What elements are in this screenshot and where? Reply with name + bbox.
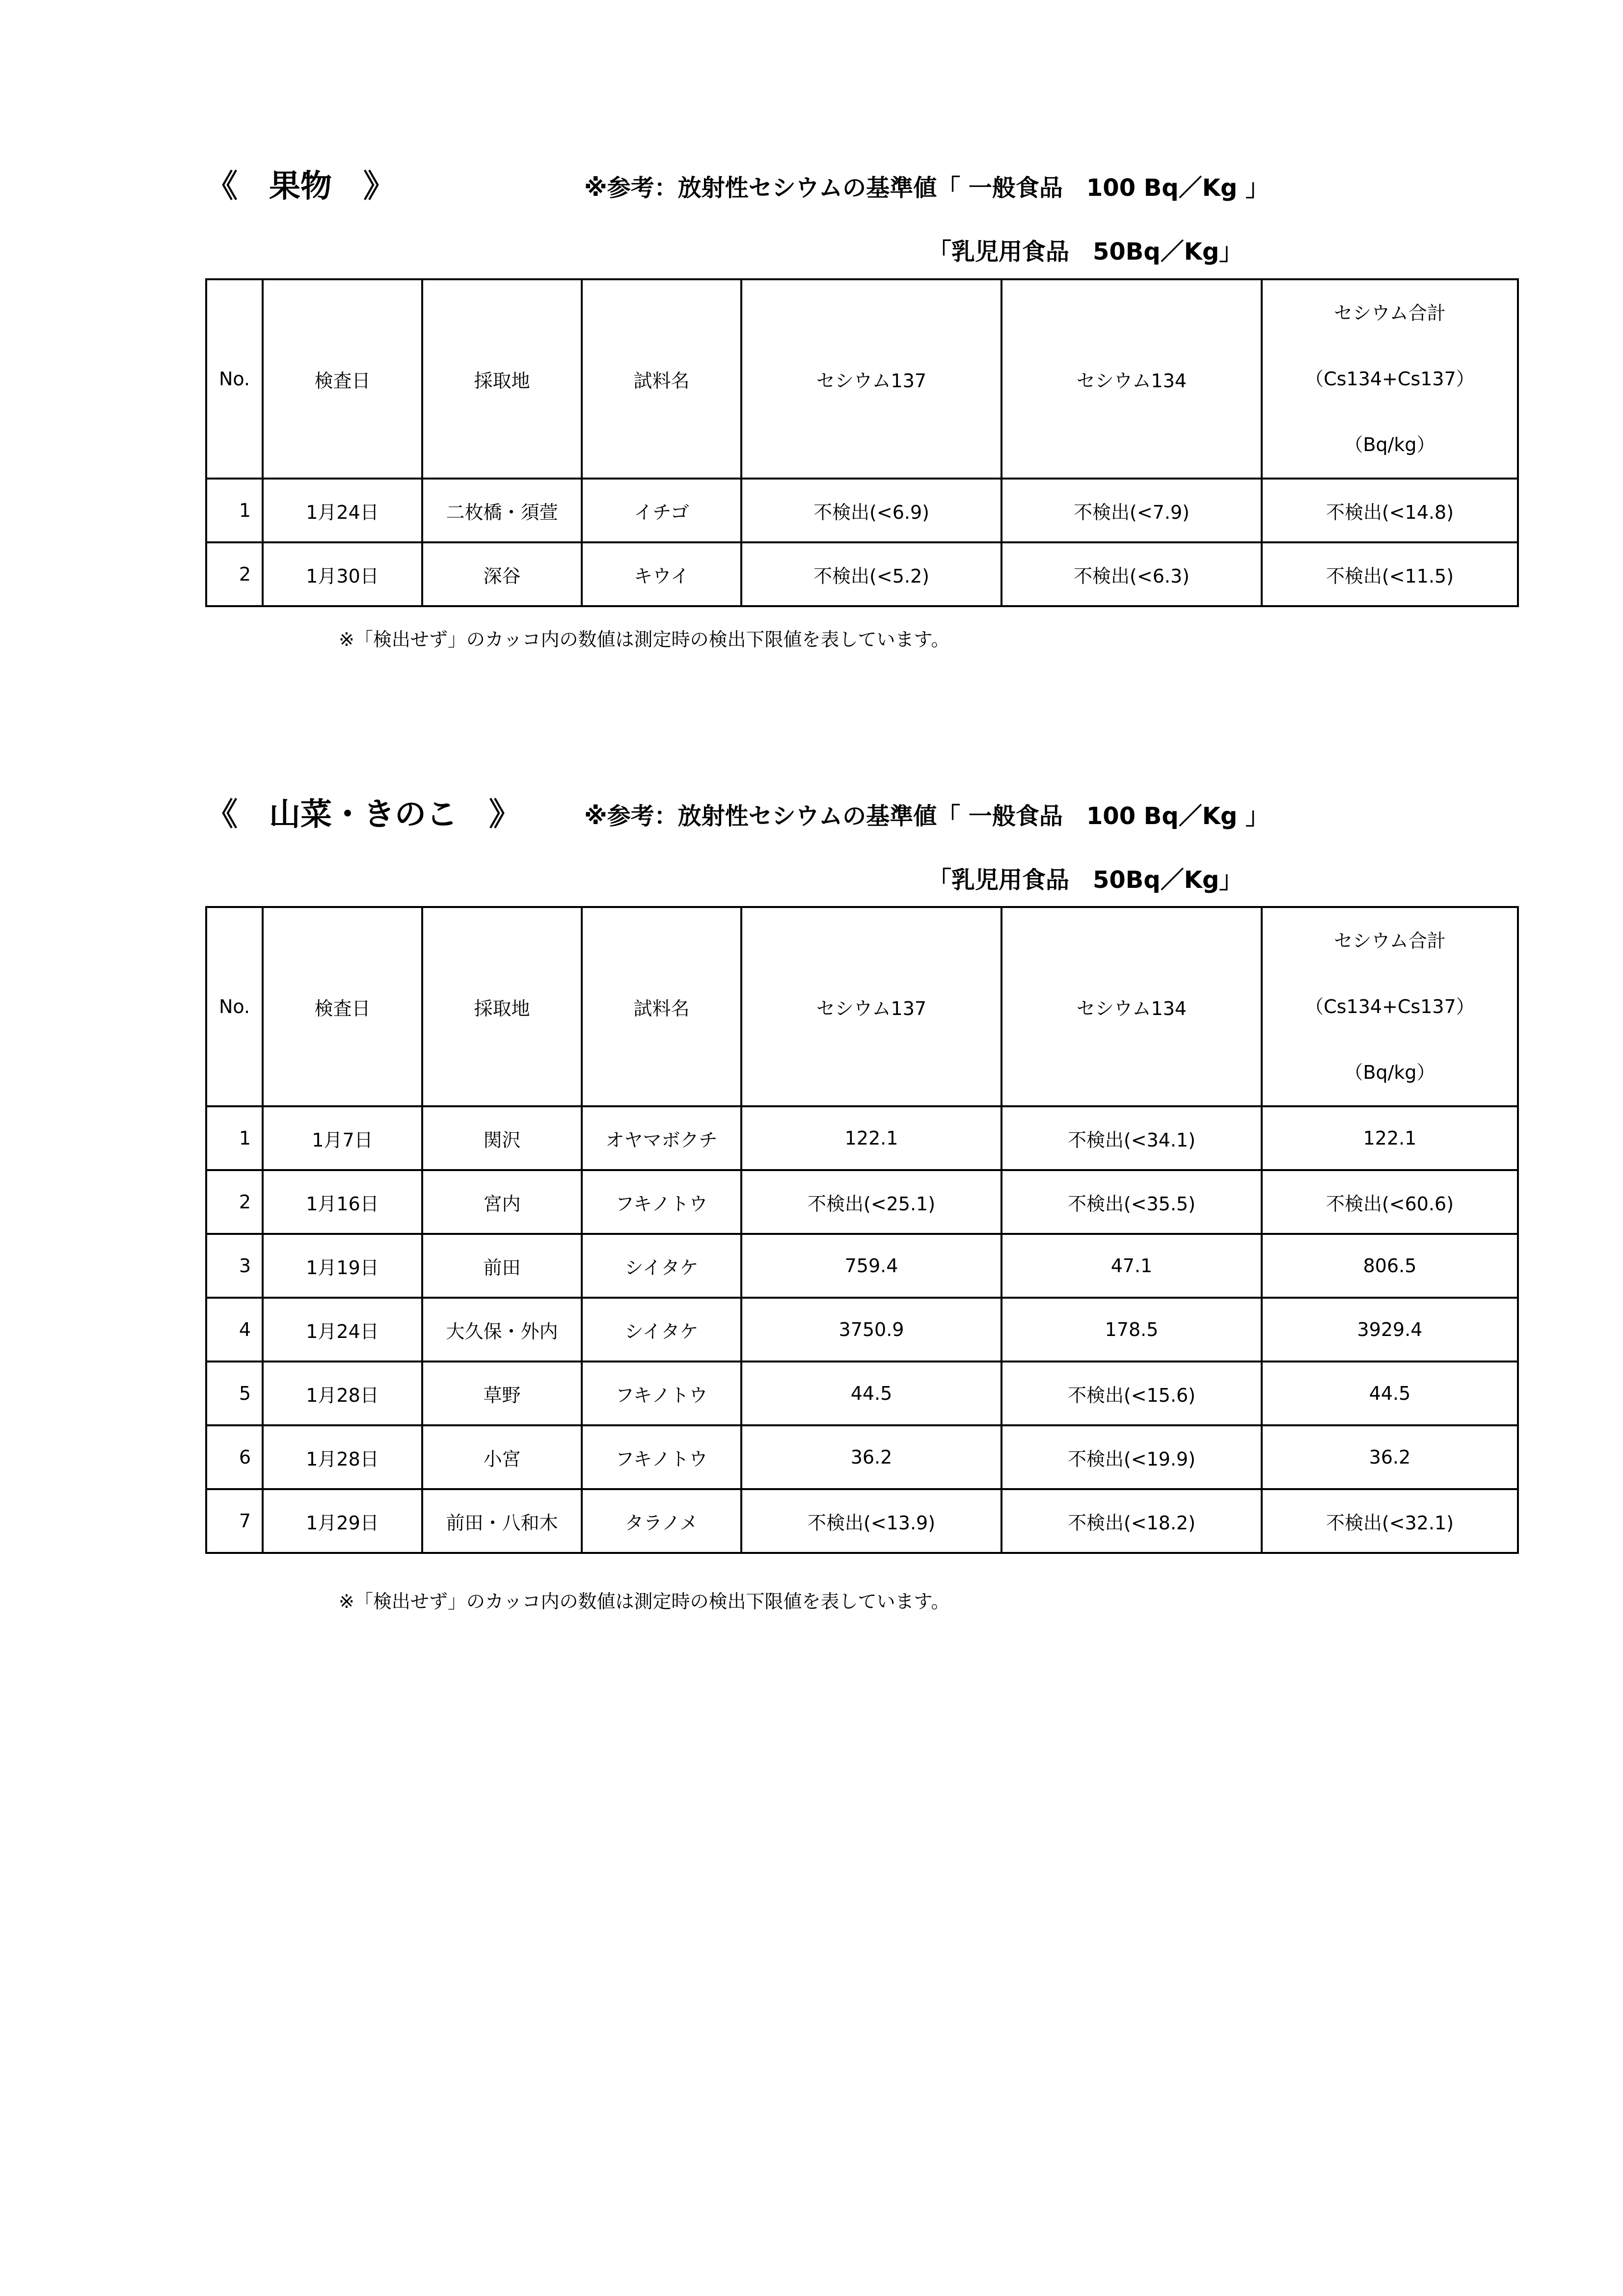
cell-cs134: 不検出(<35.5) (1001, 1170, 1262, 1234)
cell-no: 1 (206, 1106, 263, 1170)
cell-cs137: 3750.9 (741, 1298, 1001, 1362)
cell-total: 44.5 (1262, 1362, 1518, 1425)
col-total-header (1262, 907, 1518, 1106)
cell-sample: キウイ (582, 542, 741, 606)
total-header-line2: （Cs134+Cs137） (1305, 368, 1475, 390)
cell-cs137: 不検出(<6.9) (741, 479, 1001, 542)
total-header-line3: （Bq/kg） (1344, 1062, 1435, 1083)
col-cs134-header: セシウム134 (1001, 279, 1262, 479)
col-place-header: 採取地 (422, 907, 582, 1106)
cell-no: 2 (206, 542, 263, 606)
cell-total: 不検出(<14.8) (1262, 479, 1518, 542)
cell-no: 7 (206, 1489, 263, 1553)
reference-note-general: ※参考：放射性セシウムの基準値「 一般食品 100 Bq／Kg 」 (584, 802, 1270, 830)
cell-cs137: 不検出(<13.9) (741, 1489, 1001, 1553)
section-title: 《 果物 》 (206, 168, 395, 205)
table-header-row (206, 907, 1518, 1106)
cell-sample: タラノメ (582, 1489, 741, 1553)
table-row (206, 1425, 1518, 1489)
col-cs134-header: セシウム134 (1001, 907, 1262, 1106)
cell-date: 1月24日 (263, 1298, 422, 1362)
fruits-table (205, 278, 1519, 607)
col-no-header: No. (206, 279, 263, 479)
col-no-header: No. (206, 907, 263, 1106)
total-header-line2: （Cs134+Cs137） (1305, 996, 1475, 1017)
reference-note-general: ※参考：放射性セシウムの基準値「 一般食品 100 Bq／Kg 」 (584, 174, 1270, 202)
cell-no: 6 (206, 1425, 263, 1489)
cell-sample: フキノトウ (582, 1170, 741, 1234)
cell-no: 2 (206, 1170, 263, 1234)
cell-sample: オヤマボクチ (582, 1106, 741, 1170)
cell-place: 前田・八和木 (422, 1489, 582, 1553)
col-place-header: 採取地 (422, 279, 582, 479)
cell-total: 不検出(<60.6) (1262, 1170, 1518, 1234)
cell-no: 5 (206, 1362, 263, 1425)
col-sample-header: 試料名 (582, 907, 741, 1106)
cell-cs134: 47.1 (1001, 1234, 1262, 1298)
table-row (206, 1234, 1518, 1298)
cell-cs134: 不検出(<34.1) (1001, 1106, 1262, 1170)
cell-no: 1 (206, 479, 263, 542)
cell-place: 小宮 (422, 1425, 582, 1489)
cell-no: 3 (206, 1234, 263, 1298)
cell-total: 不検出(<32.1) (1262, 1489, 1518, 1553)
cell-date: 1月28日 (263, 1425, 422, 1489)
cell-place: 前田 (422, 1234, 582, 1298)
cell-cs137: 122.1 (741, 1106, 1001, 1170)
wild-vegetables-mushrooms-table (205, 906, 1519, 1554)
cell-cs137: 759.4 (741, 1234, 1001, 1298)
cell-sample: シイタケ (582, 1298, 741, 1362)
cell-sample: イチゴ (582, 479, 741, 542)
section-title: 《 山菜・きのこ 》 (206, 797, 520, 833)
cell-cs137: 36.2 (741, 1425, 1001, 1489)
cell-place: 大久保・外内 (422, 1298, 582, 1362)
cell-place: 二枚橋・須萱 (422, 479, 582, 542)
cell-total: 不検出(<11.5) (1262, 542, 1518, 606)
cell-date: 1月16日 (263, 1170, 422, 1234)
cell-total: 36.2 (1262, 1425, 1518, 1489)
cell-cs134: 不検出(<19.9) (1001, 1425, 1262, 1489)
cell-date: 1月30日 (263, 542, 422, 606)
col-total-header (1262, 279, 1518, 479)
cell-cs137: 不検出(<25.1) (741, 1170, 1001, 1234)
cell-place: 関沢 (422, 1106, 582, 1170)
table-row (206, 1106, 1518, 1170)
cell-sample: フキノトウ (582, 1425, 741, 1489)
cell-date: 1月28日 (263, 1362, 422, 1425)
table-header-row (206, 279, 1518, 479)
cell-no: 4 (206, 1298, 263, 1362)
total-header-line3: （Bq/kg） (1344, 434, 1435, 455)
cell-cs134: 不検出(<18.2) (1001, 1489, 1262, 1553)
cell-date: 1月19日 (263, 1234, 422, 1298)
col-sample-header: 試料名 (582, 279, 741, 479)
reference-note-infant: 「乳児用食品 50Bq／Kg」 (928, 238, 1243, 266)
col-date-header: 検査日 (263, 279, 422, 479)
cell-place: 草野 (422, 1362, 582, 1425)
table-row (206, 479, 1518, 542)
cell-total: 806.5 (1262, 1234, 1518, 1298)
cell-cs134: 不検出(<7.9) (1001, 479, 1262, 542)
cell-total: 3929.4 (1262, 1298, 1518, 1362)
cell-cs137: 不検出(<5.2) (741, 542, 1001, 606)
cell-date: 1月7日 (263, 1106, 422, 1170)
table-row (206, 1362, 1518, 1425)
cell-sample: フキノトウ (582, 1362, 741, 1425)
cell-cs137: 44.5 (741, 1362, 1001, 1425)
reference-note-infant: 「乳児用食品 50Bq／Kg」 (928, 866, 1243, 894)
cell-date: 1月29日 (263, 1489, 422, 1553)
col-cs137-header: セシウム137 (741, 907, 1001, 1106)
col-cs137-header: セシウム137 (741, 279, 1001, 479)
cell-cs134: 不検出(<6.3) (1001, 542, 1262, 606)
cell-sample: シイタケ (582, 1234, 741, 1298)
total-header-line1: セシウム合計 (1334, 302, 1446, 324)
total-header-line1: セシウム合計 (1334, 930, 1446, 952)
col-date-header: 検査日 (263, 907, 422, 1106)
cell-cs134: 178.5 (1001, 1298, 1262, 1362)
table-row (206, 1489, 1518, 1553)
cell-place: 宮内 (422, 1170, 582, 1234)
cell-place: 深谷 (422, 542, 582, 606)
footnote: ※「検出せず」のカッコ内の数値は測定時の検出下限値を表しています。 (339, 1591, 950, 1612)
cell-cs134: 不検出(<15.6) (1001, 1362, 1262, 1425)
table-row (206, 542, 1518, 606)
footnote: ※「検出せず」のカッコ内の数値は測定時の検出下限値を表しています。 (339, 629, 950, 650)
table-row (206, 1298, 1518, 1362)
table-row (206, 1170, 1518, 1234)
cell-total: 122.1 (1262, 1106, 1518, 1170)
cell-date: 1月24日 (263, 479, 422, 542)
